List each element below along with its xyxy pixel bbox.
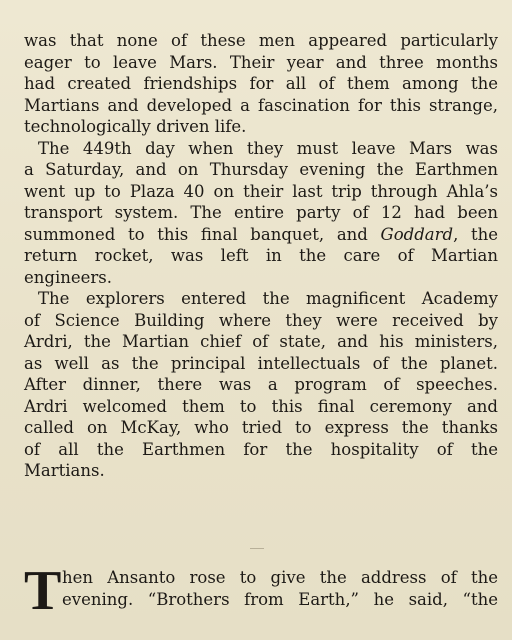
dropcap-line-2: evening. “Brothers from Earth,” he said, “the bbox=[62, 589, 498, 609]
text-line-21: Martians. bbox=[24, 461, 105, 480]
text-line-15: Ardri, the Martian chief of state, and his ministers, bbox=[24, 332, 498, 351]
text-line-20: of all the Earthmen for the hospitality of the bbox=[24, 439, 498, 459]
text-line-18: Ardri welcomed them to this final ceremony and bbox=[24, 396, 498, 416]
text-line-2: eager to leave Mars. Their year and three months bbox=[24, 52, 498, 72]
text-line-5: technologically driven life. bbox=[24, 117, 247, 136]
text-line-9: transport system. The entire party of 12 had been bbox=[24, 203, 498, 222]
dropcap-paragraph bbox=[24, 560, 498, 622]
text-line-19: called on McKay, who tried to express the thanks bbox=[24, 418, 498, 437]
text-line-4: Martians and developed a fascination for this strange, bbox=[24, 95, 498, 115]
text-line-8: went up to Plaza 40 on their last trip through Ahla’s bbox=[24, 181, 498, 201]
text-line-10 bbox=[24, 224, 498, 246]
body-text bbox=[24, 30, 498, 482]
goddard-line-after: , the bbox=[453, 224, 499, 244]
text-line-3: had created friendships for all of them among the bbox=[24, 74, 498, 93]
dropcap-line-1: hen Ansanto rose to give the address of the bbox=[62, 568, 498, 587]
text-line-7: a Saturday, and on Thursday evening the Earthmen bbox=[24, 160, 498, 179]
goddard-line-before: summoned to this final banquet, and bbox=[24, 224, 381, 244]
text-line-14: of Science Building where they were received by bbox=[24, 310, 498, 330]
goddard-italic: Goddard bbox=[380, 224, 454, 244]
text-line-6: The 449th day when they must leave Mars was bbox=[38, 138, 498, 158]
section-divider bbox=[250, 548, 264, 549]
text-line-17: After dinner, there was a program of speeches. bbox=[24, 375, 498, 394]
dropcap-letter: T bbox=[24, 560, 62, 622]
text-line-13: The explorers entered the magnificent Academy bbox=[38, 289, 498, 308]
text-line-12: engineers. bbox=[24, 267, 112, 287]
text-line-16: as well as the principal intellectuals of the planet. bbox=[24, 353, 498, 373]
text-line-11: return rocket, was left in the care of Martian bbox=[24, 246, 498, 265]
text-line-1: was that none of these men appeared particularly bbox=[24, 31, 498, 50]
